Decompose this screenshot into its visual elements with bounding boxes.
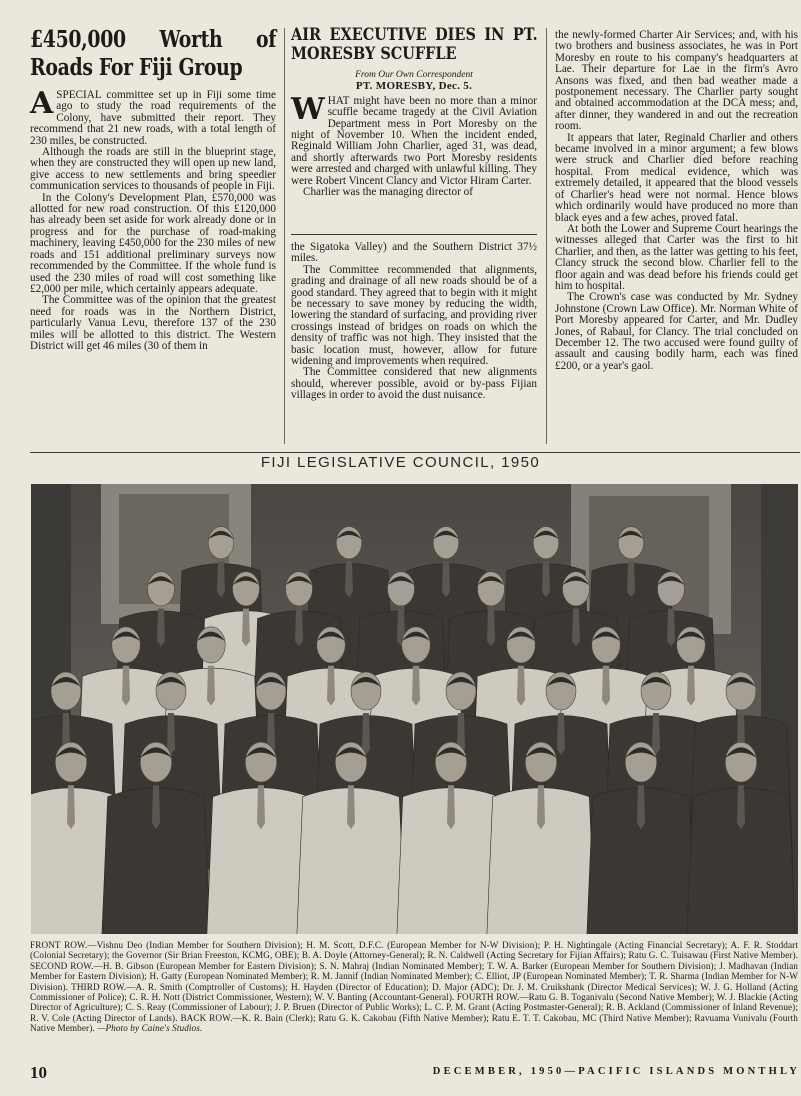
air-paragraph-5: At both the Lower and Supreme Court hearings the witnesses alleged that Carter was the first to hit Charlier, and then, as the latter was getting to his feet, Clancy struck the second blow. Charlier fell to the floor again and was dead before his friends could get him to hospital. <box>555 222 798 292</box>
roads-paragraph-4: The Committee was of the opinion that the greatest need for roads was in the Northern District, particularly Vanua Levu, therefore 137 of the 230 miles will be allotted to this district. The Western District will get 46 miles (30 of them in <box>30 294 276 352</box>
roads-headline: £450,000 Worth of Roads For Fiji Group <box>30 26 277 81</box>
council-group-photo <box>31 484 798 934</box>
article-air-executive <box>291 26 537 198</box>
group-photo-illustration <box>31 484 798 934</box>
photo-caption <box>30 940 798 1034</box>
air-headline: AIR EXECUTIVE DIES IN PT. MORESBY SCUFFLE <box>291 25 538 64</box>
column-divider <box>284 28 285 444</box>
air-paragraph-2: Charlier was the managing director of <box>303 186 473 199</box>
photo-credit: —Photo by Caine's Studios. <box>97 1023 203 1034</box>
roads-paragraph-1: ASPECIAL committee set up in Fiji some time ago to study the road requirements of the Colony, have submitted their report. They recommend that 21 new roads, with a total length of 230 miles, be constructed. <box>30 86 276 147</box>
column-divider <box>546 28 547 444</box>
air-paragraph-6: The Crown's case was conducted by Mr. Sydney Johnstone (Crown Law Office). Mr. Norman White of Port Moresby appeared for Carter, and Mr. Dudley Jones, of Rabaul, for Clancy. The trial concluded on December 12. The two accused were found guilty of assault and causing bodily harm, each was fined £200, or a year's gaol. <box>555 291 798 372</box>
issue-footer: DECEMBER, 1950—PACIFIC ISLANDS MONTHLY <box>432 1066 800 1077</box>
article-roads <box>30 26 276 352</box>
roads-paragraph-7: The Committee considered that new alignments should, wherever possible, avoid or by-pass Fijian villages in order to avoid the dust nuisance. <box>291 366 537 402</box>
photo-title: FIJI LEGISLATIVE COUNCIL, 1950 <box>260 454 541 471</box>
air-dateline: PT. MORESBY, Dec. 5. <box>355 80 473 93</box>
roads-continuation <box>291 242 537 402</box>
air-byline: From Our Own Correspondent <box>355 70 473 80</box>
roads-paragraph-2: Although the roads are still in the blueprint stage, when they are constructed they will open up new land, give access to new settlements and bring speedier communication services to thousands of people in Fiji. <box>30 146 276 193</box>
page-number: 10 <box>30 1063 47 1082</box>
section-rule <box>30 452 800 453</box>
air-paragraph-4: It appears that later, Reginald Charlier and others became involved in a minor argument; a few blows were struck and Charlier died before reaching hospital. From medical evidence, which was extremely detailed, it appeared that the blood vessels of Charlier's head were not normal. Hence blows which ordinarily would have produced no more than black eyes and a few aches, proved fatal. <box>555 131 798 224</box>
roads-paragraph-5: the Sigatoka Valley) and the Southern District 37½ miles. <box>291 241 537 265</box>
article-separator <box>291 234 537 235</box>
air-drop-cap: W <box>291 91 325 127</box>
air-paragraph-1: WHAT might have been no more than a minor scuffle became tragedy at the Civil Aviation Department mess in Port Moresby on the night of November 10. When the incident ended, Reginald William John Charlier, aged 31, was dead, and shortly afterwards two Port Moresby residents were arrested and charged with unlawful killing. They were Robert Vincent Clancy and Victor Hiram Carter. <box>291 91 537 187</box>
air-continuation <box>555 30 798 372</box>
air-paragraph-3: the newly-formed Charter Air Services; and, with his two brothers and business associates, he was in Port Moresby en route to his company's headquarters at Lae. Their departure for Lae in the firm's Avro Ansons was fixed, and then bad weather made a postponement necessary. The Charlier party sought and obtained accommodation at the DCA mess; and, after dinner, they wandered in and out the recreation room. <box>555 29 798 133</box>
roads-paragraph-6: The Committee recommended that alignments, grading and drainage of all new roads should be of a good standard. They agreed that to begin with it might be necessary to save money by reducing the width, lowering the standard of surfacing, and providing river crossings instead of bridges on roads on which the density of traffic was not high. They insisted that the basic location must, however, allow for future widening and improvements when required. <box>291 263 537 368</box>
caption-text: FRONT ROW.—Vishnu Deo (Indian Member for Southern Division); H. M. Scott, D.F.C. (European Member for N-W Division); P. H. Nightingale (Acting Financial Secretary); A. F. R. Stoddart (Colonial Secretary); the Governor (Sir Brian Freeston, KCMG, OBE); B. A. Doyle (Attorney-General); R. N. Caldwell (Acting Secretary for Fijian Affairs); Ratu G. C. Tuisawau (First Native Member). SECOND ROW.—H. B. Gibson (European Member for Eastern Division); S. N. Mahraj (Indian Nominated Member); T. W. A. Barker (European Member for Southern Division); J. Madhavan (Indian Member for Eastern Division); H. Gatty (European Nominated Member); R. M. Jannif (Indian Nominated Member); C. Elliot, JP (European Nominated Member); T. R. Sharma (Indian Member for N-W Division). THIRD ROW.—A. R. Smith (Comptroller of Customs); H. Hayden (Director of Education); D. Major (ADC); Dr. J. M. Cruikshank (Director Medical Services); W. J. G. Holland (Acting Commissioner of Police); C. R. H. Nott (District Commissioner, Western); W. V. Banting (Accountant-General). FOURTH ROW.—Ratu G. B. Toganivalu (Second Native Member); W. J. Blackie (Acting Director of Agriculture); C. S. Reay (Commissioner of Labour); J. P. Bruen (Director of Public Works); L. C. P. M. Grant (Acting Postmaster-General); R. B. Ackland (Commissioner of Inland Revenue); R. V. Cole (Acting Director of Lands). BACK ROW.—K. R. Bain (Clerk); Ratu G. K. Cakobau (Fifth Native Member); Ratu E. T. T. Cakobau, MC (Third Native Member); Ravuama Vunivalu (Fourth Native Member). <box>30 940 798 1034</box>
roads-paragraph-3: In the Colony's Development Plan, £570,000 was allotted for new road construction. Of this £120,000 has already been set aside for work already done or in progress and for the purchase of road-making machinery, leaving £450,000 for the 230 miles of new roads and 151 additional preliminary surveys now recommended by the Committee. If the whole fund is used the 230 miles of road will cost something like £2,000 per mile, which certainly appears adequate. <box>30 191 276 295</box>
roads-drop-cap: A <box>30 86 54 121</box>
